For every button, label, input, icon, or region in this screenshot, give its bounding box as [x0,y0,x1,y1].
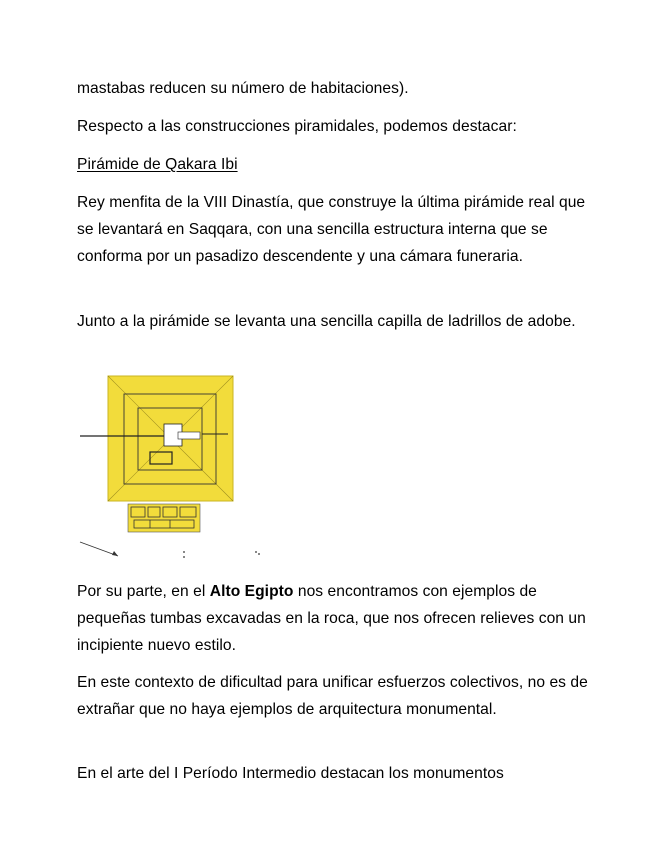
paragraph-qakara-ibi: Rey menfita de la VIII Dinastía, que construye la última pirámide real que se levantará en Saqqara, con una sencilla estructura interna que se conforma por un pasadizo descendente y una cámara funeraria. [77,194,586,265]
paragraph-art: En el arte del I Período Intermedio destacan los monumentos [77,765,504,782]
upper-egypt-before: Por su parte, en el [77,583,210,600]
paragraph-continuation: mastabas reducen su número de habitaciones). [77,80,409,97]
paragraph-chapel: Junto a la pirámide se levanta una sencilla capilla de ladrillos de adobe. [77,313,576,330]
paragraph-context: En este contexto de dificultad para unificar esfuerzos colectivos, no es de extrañar que no haya ejemplos de arquitectura monumental. [77,674,588,718]
section-heading: Pirámide de Qakara Ibi [77,156,238,173]
pyramid-plan-drawing [78,372,273,562]
upper-egypt-bold: Alto Egipto [209,583,294,600]
upper-egypt-after: nos encontramos con ejemplos de pequeñas tumbas excavadas en la roca, que nos ofrecen relieves con un incipiente nuevo estilo. [77,583,586,654]
paragraph-intro-pyramids: Respecto a las construcciones piramidales, podemos destacar: [77,118,517,135]
paragraph-upper-egypt [77,578,597,659]
pyramid-plan-figure [78,372,273,562]
